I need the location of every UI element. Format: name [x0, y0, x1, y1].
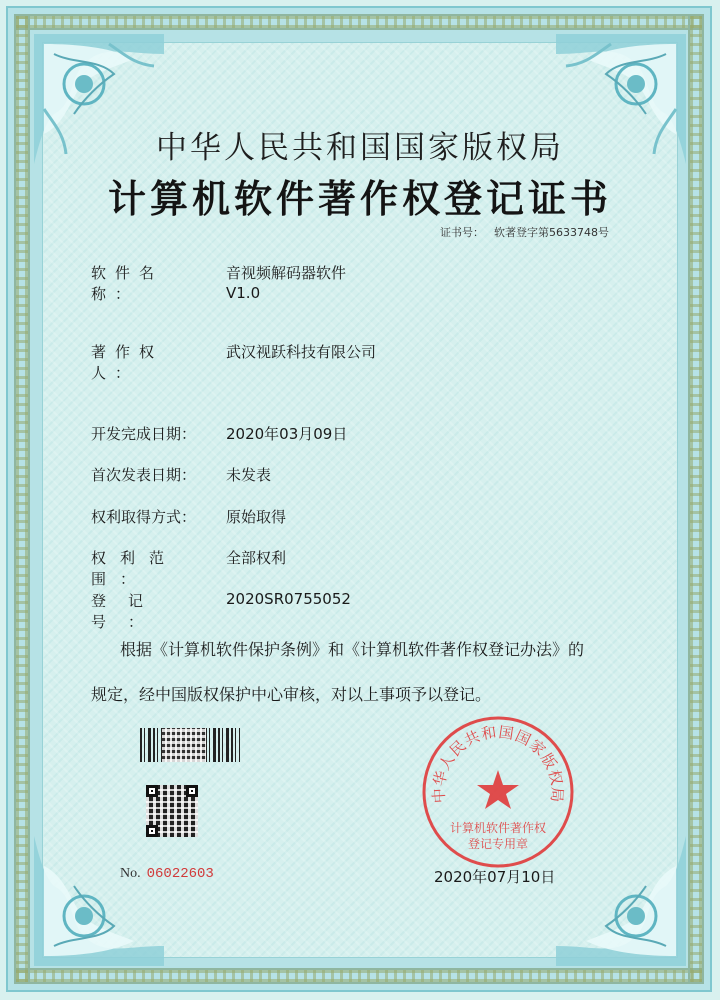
issue-date: 2020年07月10日 [434, 868, 556, 886]
certificate-title: 计算机软件著作权登记证书 [107, 177, 612, 221]
field-value-completion-date: 2020年03月09日 [226, 425, 348, 443]
seal-outer-text: 中华人民共和国国家版权局 [429, 722, 567, 804]
field-value-software-name: 音视频解码器软件 [226, 264, 347, 282]
field-value-software-version: V1.0 [226, 284, 261, 302]
corner-ornament-bottom-right [556, 836, 706, 986]
qr-code [146, 785, 198, 837]
field-value-registration-number: 2020SR0755052 [226, 590, 351, 608]
field-label-rights-scope: 权利范围： [91, 549, 179, 588]
seal-inner-line-1: 计算机软件著作权 [449, 821, 547, 835]
serial-value: 06022603 [146, 866, 214, 882]
serial-prefix: No. [120, 866, 141, 881]
statement-line-1: 根据《计算机软件保护条例》和《计算机软件著作权登记办法》的 [120, 640, 585, 659]
seal-inner-line-2: 登记专用章 [467, 837, 529, 851]
field-value-publication-date: 未发表 [226, 466, 272, 484]
serial-number [120, 866, 214, 882]
certificate-number [440, 224, 609, 240]
certificate-number-value: 软著登字第5633748号 [494, 226, 609, 239]
certificate-number-label: 证书号： [440, 226, 484, 239]
field-label-completion-date: 开发完成日期： [91, 425, 197, 443]
field-label-registration-number: 登记号： [91, 592, 166, 631]
field-value-copyright-owner: 武汉视跃科技有限公司 [226, 343, 377, 361]
field-value-rights-scope: 全部权利 [226, 549, 287, 567]
field-label-acquisition-method: 权利取得方式： [91, 508, 197, 526]
barcode [140, 728, 240, 762]
corner-ornament-bottom-left [14, 836, 164, 986]
issuer-title: 中华人民共和国国家版权局 [156, 130, 564, 166]
field-value-acquisition-method: 原始取得 [226, 508, 287, 526]
field-label-software-name: 软件名称： [91, 264, 164, 303]
official-seal [420, 714, 576, 870]
statement-line-2: 规定，经中国版权保护中心审核，对以上事项予以登记。 [91, 685, 492, 704]
seal-star-icon [477, 770, 519, 809]
field-label-publication-date: 首次发表日期： [91, 466, 197, 484]
field-label-copyright-owner: 著作权人： [91, 343, 164, 382]
